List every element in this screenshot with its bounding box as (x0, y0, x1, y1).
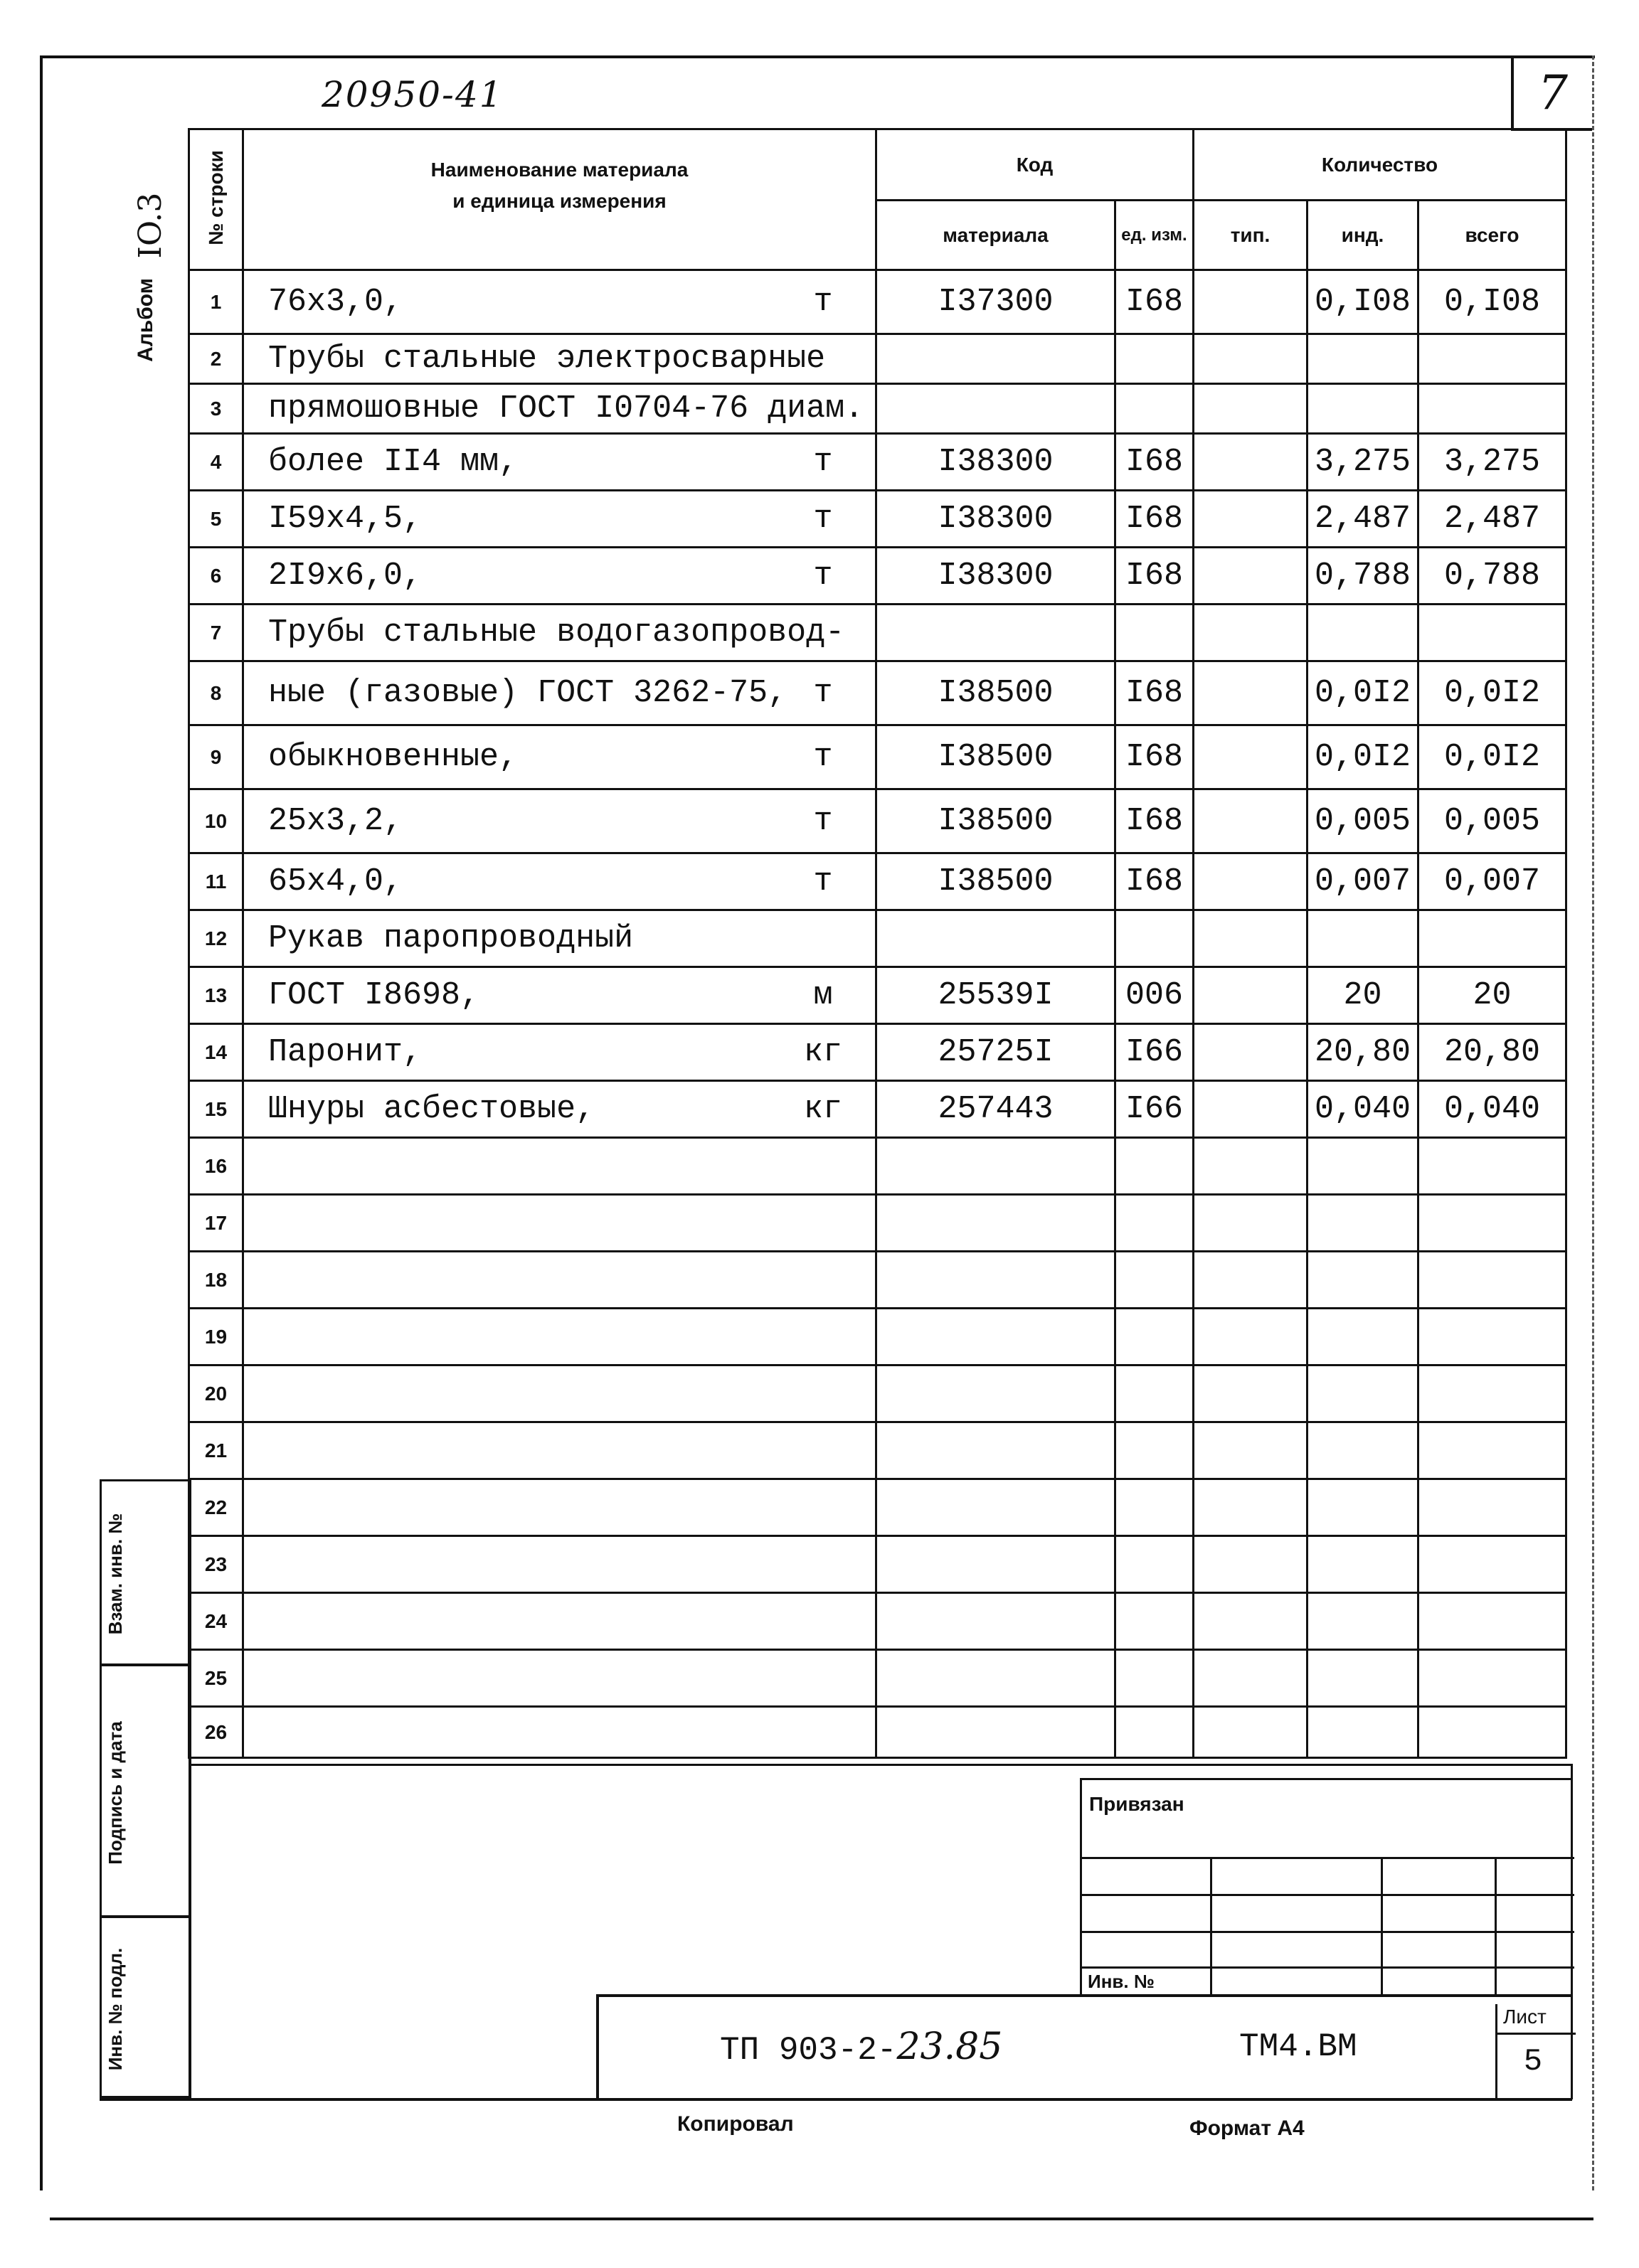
table-row (189, 1138, 1566, 1195)
qty-typ (1194, 334, 1308, 384)
material-name-cell (243, 1365, 876, 1422)
material-name-cell (243, 1479, 876, 1536)
title-block (596, 1994, 1571, 2099)
row-number: 11 (189, 853, 243, 910)
material-code (876, 1593, 1115, 1650)
row-number: 19 (189, 1309, 243, 1365)
material-code (876, 1650, 1115, 1707)
qty-total: 0,007 (1418, 853, 1566, 910)
unit-code: I68 (1115, 853, 1194, 910)
qty-total: 20 (1418, 967, 1566, 1024)
material-code: I38300 (876, 491, 1115, 548)
unit-code (1115, 1650, 1194, 1707)
unit-code (1115, 1365, 1194, 1422)
material-unit: т (813, 444, 833, 480)
material-code (876, 1536, 1115, 1593)
qty-ind (1308, 1479, 1418, 1536)
header-qty-typ: тип. (1194, 201, 1308, 270)
material-name-cell (243, 853, 876, 910)
binding-inv-label: Инв. № (1088, 1971, 1155, 1992)
unit-code (1115, 605, 1194, 661)
qty-total (1418, 1195, 1566, 1252)
material-code (876, 1309, 1115, 1365)
material-name-cell (243, 384, 876, 434)
qty-ind: 0,I08 (1308, 270, 1418, 334)
qty-typ (1194, 1309, 1308, 1365)
unit-code: I68 (1115, 434, 1194, 491)
qty-typ (1194, 1593, 1308, 1650)
frame-bottom-edge (50, 2218, 1593, 2220)
table-row (189, 270, 1566, 334)
table-bottom-line (189, 1764, 1572, 1766)
material-name-cell (243, 910, 876, 967)
header-row-no-label: № строки (205, 150, 227, 245)
stamp-replace-inv-label: Взам. инв. № (105, 1513, 126, 1635)
qty-typ (1194, 1707, 1308, 1758)
qty-ind (1308, 1365, 1418, 1422)
row-number: 21 (189, 1422, 243, 1479)
unit-code (1115, 334, 1194, 384)
qty-total: 0,788 (1418, 548, 1566, 605)
header-qty-ind: инд. (1308, 201, 1418, 270)
material-unit: т (813, 675, 833, 711)
material-code: 257443 (876, 1081, 1115, 1138)
unit-code (1115, 1422, 1194, 1479)
table-row (189, 1309, 1566, 1365)
qty-typ (1194, 853, 1308, 910)
material-name-cell (243, 270, 876, 334)
material-name: ные (газовые) ГОСТ 3262-75, (268, 675, 787, 711)
header-row-1 (189, 129, 1566, 201)
material-name: 2I9x6,0, (268, 558, 423, 594)
header-code: Код (876, 129, 1194, 201)
qty-typ (1194, 1081, 1308, 1138)
qty-typ (1194, 1479, 1308, 1536)
qty-ind (1308, 384, 1418, 434)
qty-ind (1308, 1593, 1418, 1650)
material-name-cell (243, 1252, 876, 1309)
qty-typ (1194, 1252, 1308, 1309)
row-number: 13 (189, 967, 243, 1024)
material-code (876, 1195, 1115, 1252)
unit-code: I68 (1115, 270, 1194, 334)
qty-typ (1194, 384, 1308, 434)
qty-ind: 20,80 (1308, 1024, 1418, 1081)
row-number: 8 (189, 661, 243, 725)
unit-code: I68 (1115, 661, 1194, 725)
qty-total (1418, 1309, 1566, 1365)
binding-col-2 (1381, 1857, 1383, 1996)
material-code (876, 384, 1115, 434)
qty-total (1418, 1365, 1566, 1422)
material-unit: т (813, 558, 833, 594)
table-row (189, 1479, 1566, 1536)
unit-code: 006 (1115, 967, 1194, 1024)
qty-total: 0,0I2 (1418, 725, 1566, 789)
album-number: IO.3 (132, 192, 169, 259)
qty-ind (1308, 910, 1418, 967)
qty-total (1418, 1422, 1566, 1479)
qty-typ (1194, 661, 1308, 725)
table-row (189, 1707, 1566, 1758)
stamp-replace-inv-box (100, 1479, 191, 1666)
table-row (189, 491, 1566, 548)
table-row (189, 434, 1566, 491)
qty-typ (1194, 548, 1308, 605)
table-row (189, 661, 1566, 725)
header-quantity: Количество (1194, 129, 1566, 201)
material-unit: кг (803, 1091, 842, 1127)
qty-ind: 0,0I2 (1308, 725, 1418, 789)
material-code (876, 1479, 1115, 1536)
material-name-cell (243, 1081, 876, 1138)
qty-typ (1194, 1365, 1308, 1422)
sheet-label: Лист (1503, 2006, 1547, 2028)
qty-total: 0,I08 (1418, 270, 1566, 334)
material-name: Шнуры асбестовые, (268, 1091, 595, 1127)
header-qty-total: всего (1418, 201, 1566, 270)
material-name-cell (243, 1195, 876, 1252)
row-number: 10 (189, 789, 243, 853)
qty-typ (1194, 1195, 1308, 1252)
qty-total (1418, 1252, 1566, 1309)
qty-total: 2,487 (1418, 491, 1566, 548)
qty-ind: 0,040 (1308, 1081, 1418, 1138)
table-row (189, 1650, 1566, 1707)
material-name: I59x4,5, (268, 501, 423, 537)
qty-typ (1194, 1536, 1308, 1593)
material-name-cell (243, 334, 876, 384)
stamp-sign-date-label: Подпись и дата (105, 1721, 126, 1865)
qty-ind: 0,005 (1308, 789, 1418, 853)
qty-total (1418, 334, 1566, 384)
album-label: Альбом (134, 278, 157, 362)
qty-typ (1194, 605, 1308, 661)
qty-ind: 2,487 (1308, 491, 1418, 548)
sheet-cell-line (1497, 2033, 1576, 2035)
material-name: более II4 мм, (268, 444, 519, 480)
material-code: I38500 (876, 853, 1115, 910)
footer-copied: Копировал (677, 2112, 794, 2136)
title-designation (720, 2025, 1002, 2069)
material-code (876, 1365, 1115, 1422)
row-number: 26 (189, 1707, 243, 1758)
material-unit: т (813, 739, 833, 775)
material-name-cell (243, 1024, 876, 1081)
material-code: I38300 (876, 548, 1115, 605)
qty-ind (1308, 1650, 1418, 1707)
table-row (189, 853, 1566, 910)
binding-title: Привязан (1089, 1793, 1184, 1815)
material-code: I38500 (876, 661, 1115, 725)
table-row (189, 1195, 1566, 1252)
unit-code (1115, 1138, 1194, 1195)
unit-code: I68 (1115, 725, 1194, 789)
material-code: I37300 (876, 270, 1115, 334)
material-unit: т (813, 863, 833, 900)
material-code (876, 605, 1115, 661)
material-name-cell (243, 725, 876, 789)
binding-col-3 (1495, 1857, 1497, 1996)
row-number: 20 (189, 1365, 243, 1422)
frame-right-edge (1592, 55, 1594, 2190)
qty-total (1418, 1536, 1566, 1593)
material-name: Трубы стальные водогазопровод- (268, 614, 845, 651)
unit-code: I68 (1115, 491, 1194, 548)
material-name-cell (243, 1707, 876, 1758)
table-row (189, 605, 1566, 661)
material-name-cell (243, 491, 876, 548)
qty-typ (1194, 491, 1308, 548)
material-name: 76x3,0, (268, 284, 403, 320)
header-row-no (189, 129, 243, 270)
qty-ind (1308, 1422, 1418, 1479)
material-code (876, 1252, 1115, 1309)
material-unit: м (813, 977, 833, 1013)
qty-total (1418, 1650, 1566, 1707)
row-number: 1 (189, 270, 243, 334)
material-code (876, 1138, 1115, 1195)
qty-ind: 0,0I2 (1308, 661, 1418, 725)
row-number: 23 (189, 1536, 243, 1593)
qty-ind (1308, 1536, 1418, 1593)
material-name-cell (243, 1138, 876, 1195)
material-code: I38500 (876, 789, 1115, 853)
binding-col-1 (1210, 1857, 1212, 1996)
qty-total (1418, 384, 1566, 434)
material-code: 25539I (876, 967, 1115, 1024)
unit-code (1115, 910, 1194, 967)
row-number: 2 (189, 334, 243, 384)
qty-total: 0,005 (1418, 789, 1566, 853)
footer-format: Формат А4 (1189, 2117, 1305, 2140)
row-number: 7 (189, 605, 243, 661)
sheet-cell (1495, 2004, 1574, 2099)
unit-code (1115, 1195, 1194, 1252)
qty-ind (1308, 1138, 1418, 1195)
materials-table (188, 128, 1567, 1759)
qty-total (1418, 1479, 1566, 1536)
material-code (876, 1707, 1115, 1758)
material-code (876, 334, 1115, 384)
qty-total (1418, 1138, 1566, 1195)
qty-typ (1194, 1650, 1308, 1707)
row-number: 18 (189, 1252, 243, 1309)
row-number: 22 (189, 1479, 243, 1536)
qty-typ (1194, 910, 1308, 967)
table-row (189, 1024, 1566, 1081)
qty-total: 0,0I2 (1418, 661, 1566, 725)
row-number: 5 (189, 491, 243, 548)
material-name-cell (243, 1309, 876, 1365)
material-code: 25725I (876, 1024, 1115, 1081)
qty-typ (1194, 270, 1308, 334)
qty-ind (1308, 1195, 1418, 1252)
material-name: Трубы стальные электросварные (268, 341, 826, 377)
qty-ind: 0,007 (1308, 853, 1418, 910)
binding-line-4 (1082, 1966, 1574, 1969)
qty-typ (1194, 789, 1308, 853)
table-row (189, 334, 1566, 384)
title-designation-handwritten: 23.85 (896, 2025, 1003, 2068)
qty-total (1418, 605, 1566, 661)
unit-code (1115, 1536, 1194, 1593)
qty-typ (1194, 725, 1308, 789)
material-code: I38500 (876, 725, 1115, 789)
material-unit: т (813, 803, 833, 839)
table-row (189, 789, 1566, 853)
unit-code: I68 (1115, 789, 1194, 853)
row-number: 14 (189, 1024, 243, 1081)
table-row (189, 1081, 1566, 1138)
qty-ind: 3,275 (1308, 434, 1418, 491)
row-number: 3 (189, 384, 243, 434)
table-row (189, 1422, 1566, 1479)
table-row (189, 725, 1566, 789)
material-name: 65x4,0, (268, 863, 403, 900)
qty-total (1418, 1707, 1566, 1758)
qty-ind (1308, 1707, 1418, 1758)
binding-line-1 (1082, 1857, 1574, 1859)
header-code-material: материала (876, 201, 1115, 270)
unit-code (1115, 1252, 1194, 1309)
material-code (876, 910, 1115, 967)
material-name-cell (243, 548, 876, 605)
qty-total: 3,275 (1418, 434, 1566, 491)
qty-ind: 0,788 (1308, 548, 1418, 605)
sheet-number: 5 (1523, 2044, 1543, 2080)
qty-ind (1308, 605, 1418, 661)
row-number: 12 (189, 910, 243, 967)
document-number: 20950-41 (322, 74, 504, 115)
unit-code (1115, 1593, 1194, 1650)
binding-line-3 (1082, 1931, 1574, 1933)
material-name-cell (243, 434, 876, 491)
table-row (189, 910, 1566, 967)
row-number: 6 (189, 548, 243, 605)
qty-total: 0,040 (1418, 1081, 1566, 1138)
row-number: 17 (189, 1195, 243, 1252)
material-name: Паронит, (268, 1034, 423, 1070)
unit-code (1115, 1707, 1194, 1758)
header-name: Наименование материала и единица измерения (243, 129, 876, 270)
qty-ind (1308, 334, 1418, 384)
qty-typ (1194, 967, 1308, 1024)
row-number: 9 (189, 725, 243, 789)
qty-total: 20,80 (1418, 1024, 1566, 1081)
material-name-cell (243, 1536, 876, 1593)
title-set-code: ТМ4.ВМ (1239, 2028, 1357, 2065)
table-row (189, 548, 1566, 605)
table-row (189, 1536, 1566, 1593)
material-name-cell (243, 1422, 876, 1479)
sheet-corner-number: 7 (1511, 57, 1592, 131)
material-name-cell (243, 789, 876, 853)
table-row (189, 1252, 1566, 1309)
qty-ind: 20 (1308, 967, 1418, 1024)
row-number: 25 (189, 1650, 243, 1707)
material-unit: кг (803, 1034, 842, 1070)
unit-code: I66 (1115, 1081, 1194, 1138)
qty-ind (1308, 1252, 1418, 1309)
unit-code: I66 (1115, 1024, 1194, 1081)
table-row (189, 967, 1566, 1024)
binding-block (1080, 1778, 1572, 1996)
row-number: 15 (189, 1081, 243, 1138)
qty-typ (1194, 1422, 1308, 1479)
binding-line-2 (1082, 1894, 1574, 1896)
qty-typ (1194, 1024, 1308, 1081)
unit-code (1115, 384, 1194, 434)
qty-ind (1308, 1309, 1418, 1365)
qty-total (1418, 910, 1566, 967)
row-number: 4 (189, 434, 243, 491)
stamp-sign-date-box (100, 1664, 191, 1917)
stamp-inv-orig-box (100, 1916, 191, 2098)
material-name-cell (243, 661, 876, 725)
material-unit: т (813, 284, 833, 320)
unit-code: I68 (1115, 548, 1194, 605)
material-name-cell (243, 605, 876, 661)
unit-code (1115, 1309, 1194, 1365)
material-name-cell (243, 967, 876, 1024)
material-name: 25x3,2, (268, 803, 403, 839)
material-code: I38300 (876, 434, 1115, 491)
qty-typ (1194, 434, 1308, 491)
stamp-divider (189, 1479, 191, 2098)
qty-total (1418, 1593, 1566, 1650)
table-row (189, 1365, 1566, 1422)
material-name: Рукав паропроводный (268, 920, 634, 957)
material-unit: т (813, 501, 833, 537)
material-name: обыкновенные, (268, 739, 519, 775)
material-code (876, 1422, 1115, 1479)
qty-typ (1194, 1138, 1308, 1195)
header-code-unit: ед. изм. (1115, 201, 1194, 270)
material-name: прямошовные ГОСТ I0704-76 диам. (268, 390, 864, 427)
row-number: 16 (189, 1138, 243, 1195)
stamp-inv-orig-label: Инв. № подл. (105, 1947, 126, 2071)
title-designation-prefix: ТП 903-2- (720, 2032, 897, 2069)
row-number: 24 (189, 1593, 243, 1650)
material-name: ГОСТ I8698, (268, 977, 480, 1013)
unit-code (1115, 1479, 1194, 1536)
table-row (189, 384, 1566, 434)
material-name-cell (243, 1650, 876, 1707)
table-row (189, 1593, 1566, 1650)
material-name-cell (243, 1593, 876, 1650)
